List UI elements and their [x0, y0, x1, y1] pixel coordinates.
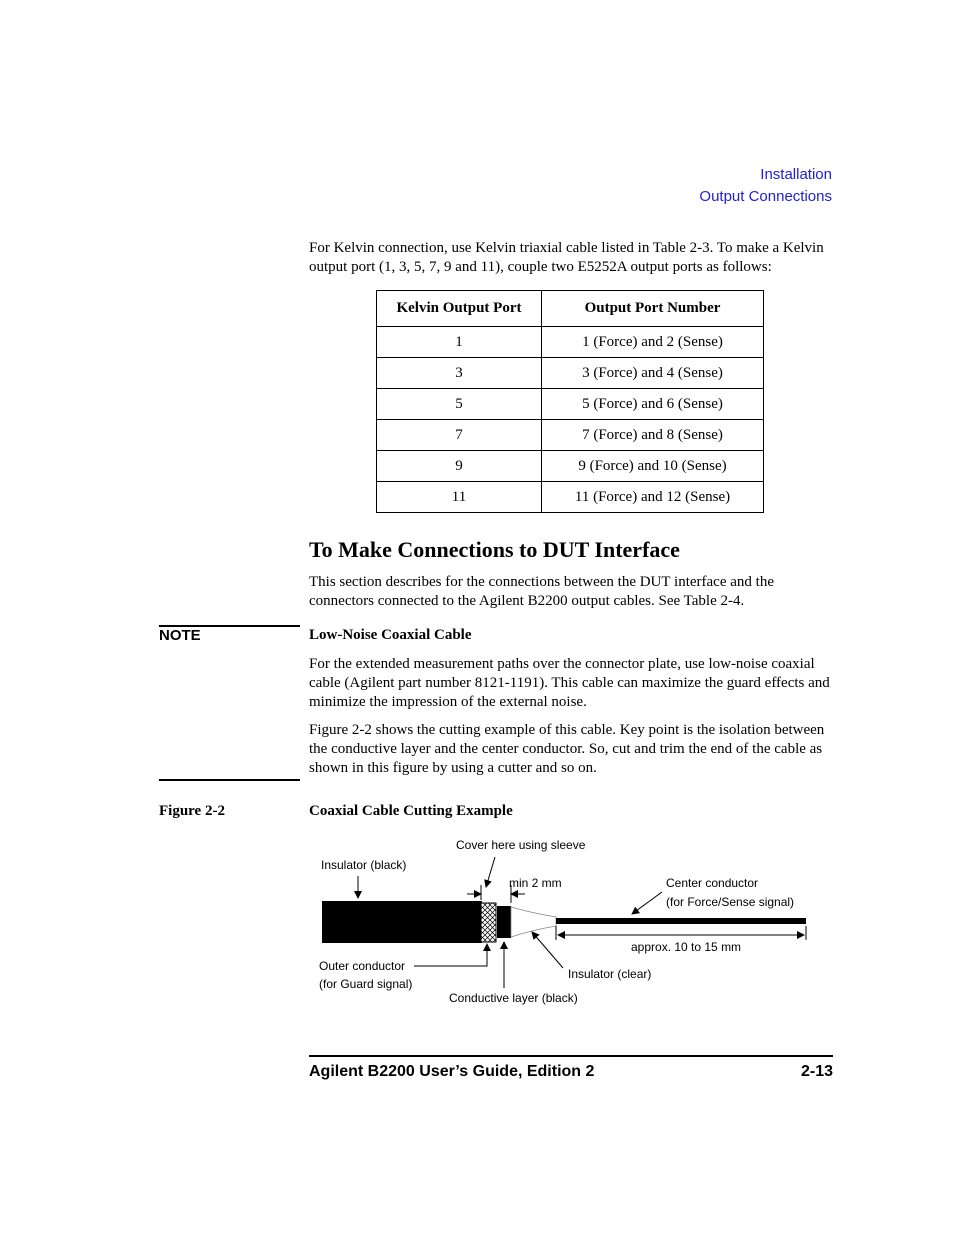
clear-insulator — [511, 907, 556, 937]
table-row — [377, 420, 764, 451]
label-outer-conductor-signal: (for Guard signal) — [319, 977, 413, 991]
header-chapter: Installation — [760, 166, 832, 183]
table-cell: 5 — [377, 389, 542, 420]
table-cell: 3 — [377, 358, 542, 389]
footer-rule — [309, 1055, 833, 1057]
figure-title: Coaxial Cable Cutting Example — [309, 803, 513, 819]
conductive-layer — [497, 906, 511, 938]
table-row — [377, 327, 764, 358]
table-row — [377, 389, 764, 420]
table-cell: 11 — [377, 482, 542, 513]
table-header-cell: Kelvin Output Port — [377, 291, 542, 327]
table-cell: 1 — [377, 327, 542, 358]
cover-arrow — [486, 857, 495, 887]
label-center-conductor-signal: (for Force/Sense signal) — [666, 895, 795, 909]
center-conductor-arrow — [632, 892, 662, 914]
kelvin-port-table — [376, 290, 764, 513]
intro-paragraph: For Kelvin connection, use Kelvin triaxial cable listed in Table 2-3. To make a Kelvin output port (1, 3, 5, 7, 9 and 11), couple two E5252A output ports as follows: — [309, 240, 824, 275]
table-header-cell: Output Port Number — [542, 291, 764, 327]
note-title: Low-Noise Coaxial Cable — [309, 627, 472, 643]
table-cell: 5 (Force) and 6 (Sense) — [542, 389, 764, 420]
table-cell: 9 (Force) and 10 (Sense) — [542, 451, 764, 482]
outer-conductor-leader — [414, 944, 487, 966]
label-conductive-layer: Conductive layer (black) — [449, 991, 578, 1005]
table-cell: 7 — [377, 420, 542, 451]
label-center-conductor: Center conductor — [666, 876, 759, 890]
note-paragraph-2: Figure 2-2 shows the cutting example of this cable. Key point is the isolation between the conductive layer and the center conductor. So, cut and trim the end of the cable as shown in this figure by using a cutter and so on. — [309, 722, 825, 776]
label-approx-length: approx. 10 to 15 mm — [631, 940, 742, 954]
table-row — [377, 482, 764, 513]
label-min-2mm: min 2 mm — [509, 876, 562, 890]
note-label: NOTE — [159, 627, 201, 644]
header-section: Output Connections — [699, 188, 832, 205]
cable-jacket — [322, 901, 482, 943]
label-outer-conductor: Outer conductor — [319, 959, 406, 973]
label-insulator-clear: Insulator (clear) — [568, 967, 652, 981]
note-bottom-rule — [159, 779, 300, 781]
table-cell: 11 (Force) and 12 (Sense) — [542, 482, 764, 513]
figure-label: Figure 2-2 — [159, 803, 225, 819]
center-conductor — [556, 918, 806, 924]
page-number: 2-13 — [800, 1063, 833, 1080]
label-insulator-black: Insulator (black) — [321, 858, 407, 872]
label-cover: Cover here using sleeve — [456, 838, 586, 852]
table-row — [377, 358, 764, 389]
table-cell: 3 (Force) and 4 (Sense) — [542, 358, 764, 389]
braid-hatching — [481, 903, 496, 942]
table-row — [377, 451, 764, 482]
table-cell: 1 (Force) and 2 (Sense) — [542, 327, 764, 358]
footer-title: Agilent B2200 User’s Guide, Edition 2 — [309, 1063, 595, 1080]
section-paragraph: This section describes for the connections between the DUT interface and the connectors connected to the Agilent B2200 output cables. See Table 2-4. — [309, 574, 774, 609]
coaxial-cable-diagram — [300, 830, 820, 1015]
table-header-row — [377, 291, 764, 327]
section-title: To Make Connections to DUT Interface — [309, 537, 680, 562]
table-cell: 7 (Force) and 8 (Sense) — [542, 420, 764, 451]
note-paragraph-1: For the extended measurement paths over the connector plate, use low-noise coaxial cable (Agilent part number 8121-1191). This cable can maximize the guard effects and minimize the impression of the external noise. — [309, 656, 830, 710]
table-cell: 9 — [377, 451, 542, 482]
insulator-clear-arrow — [532, 932, 563, 968]
